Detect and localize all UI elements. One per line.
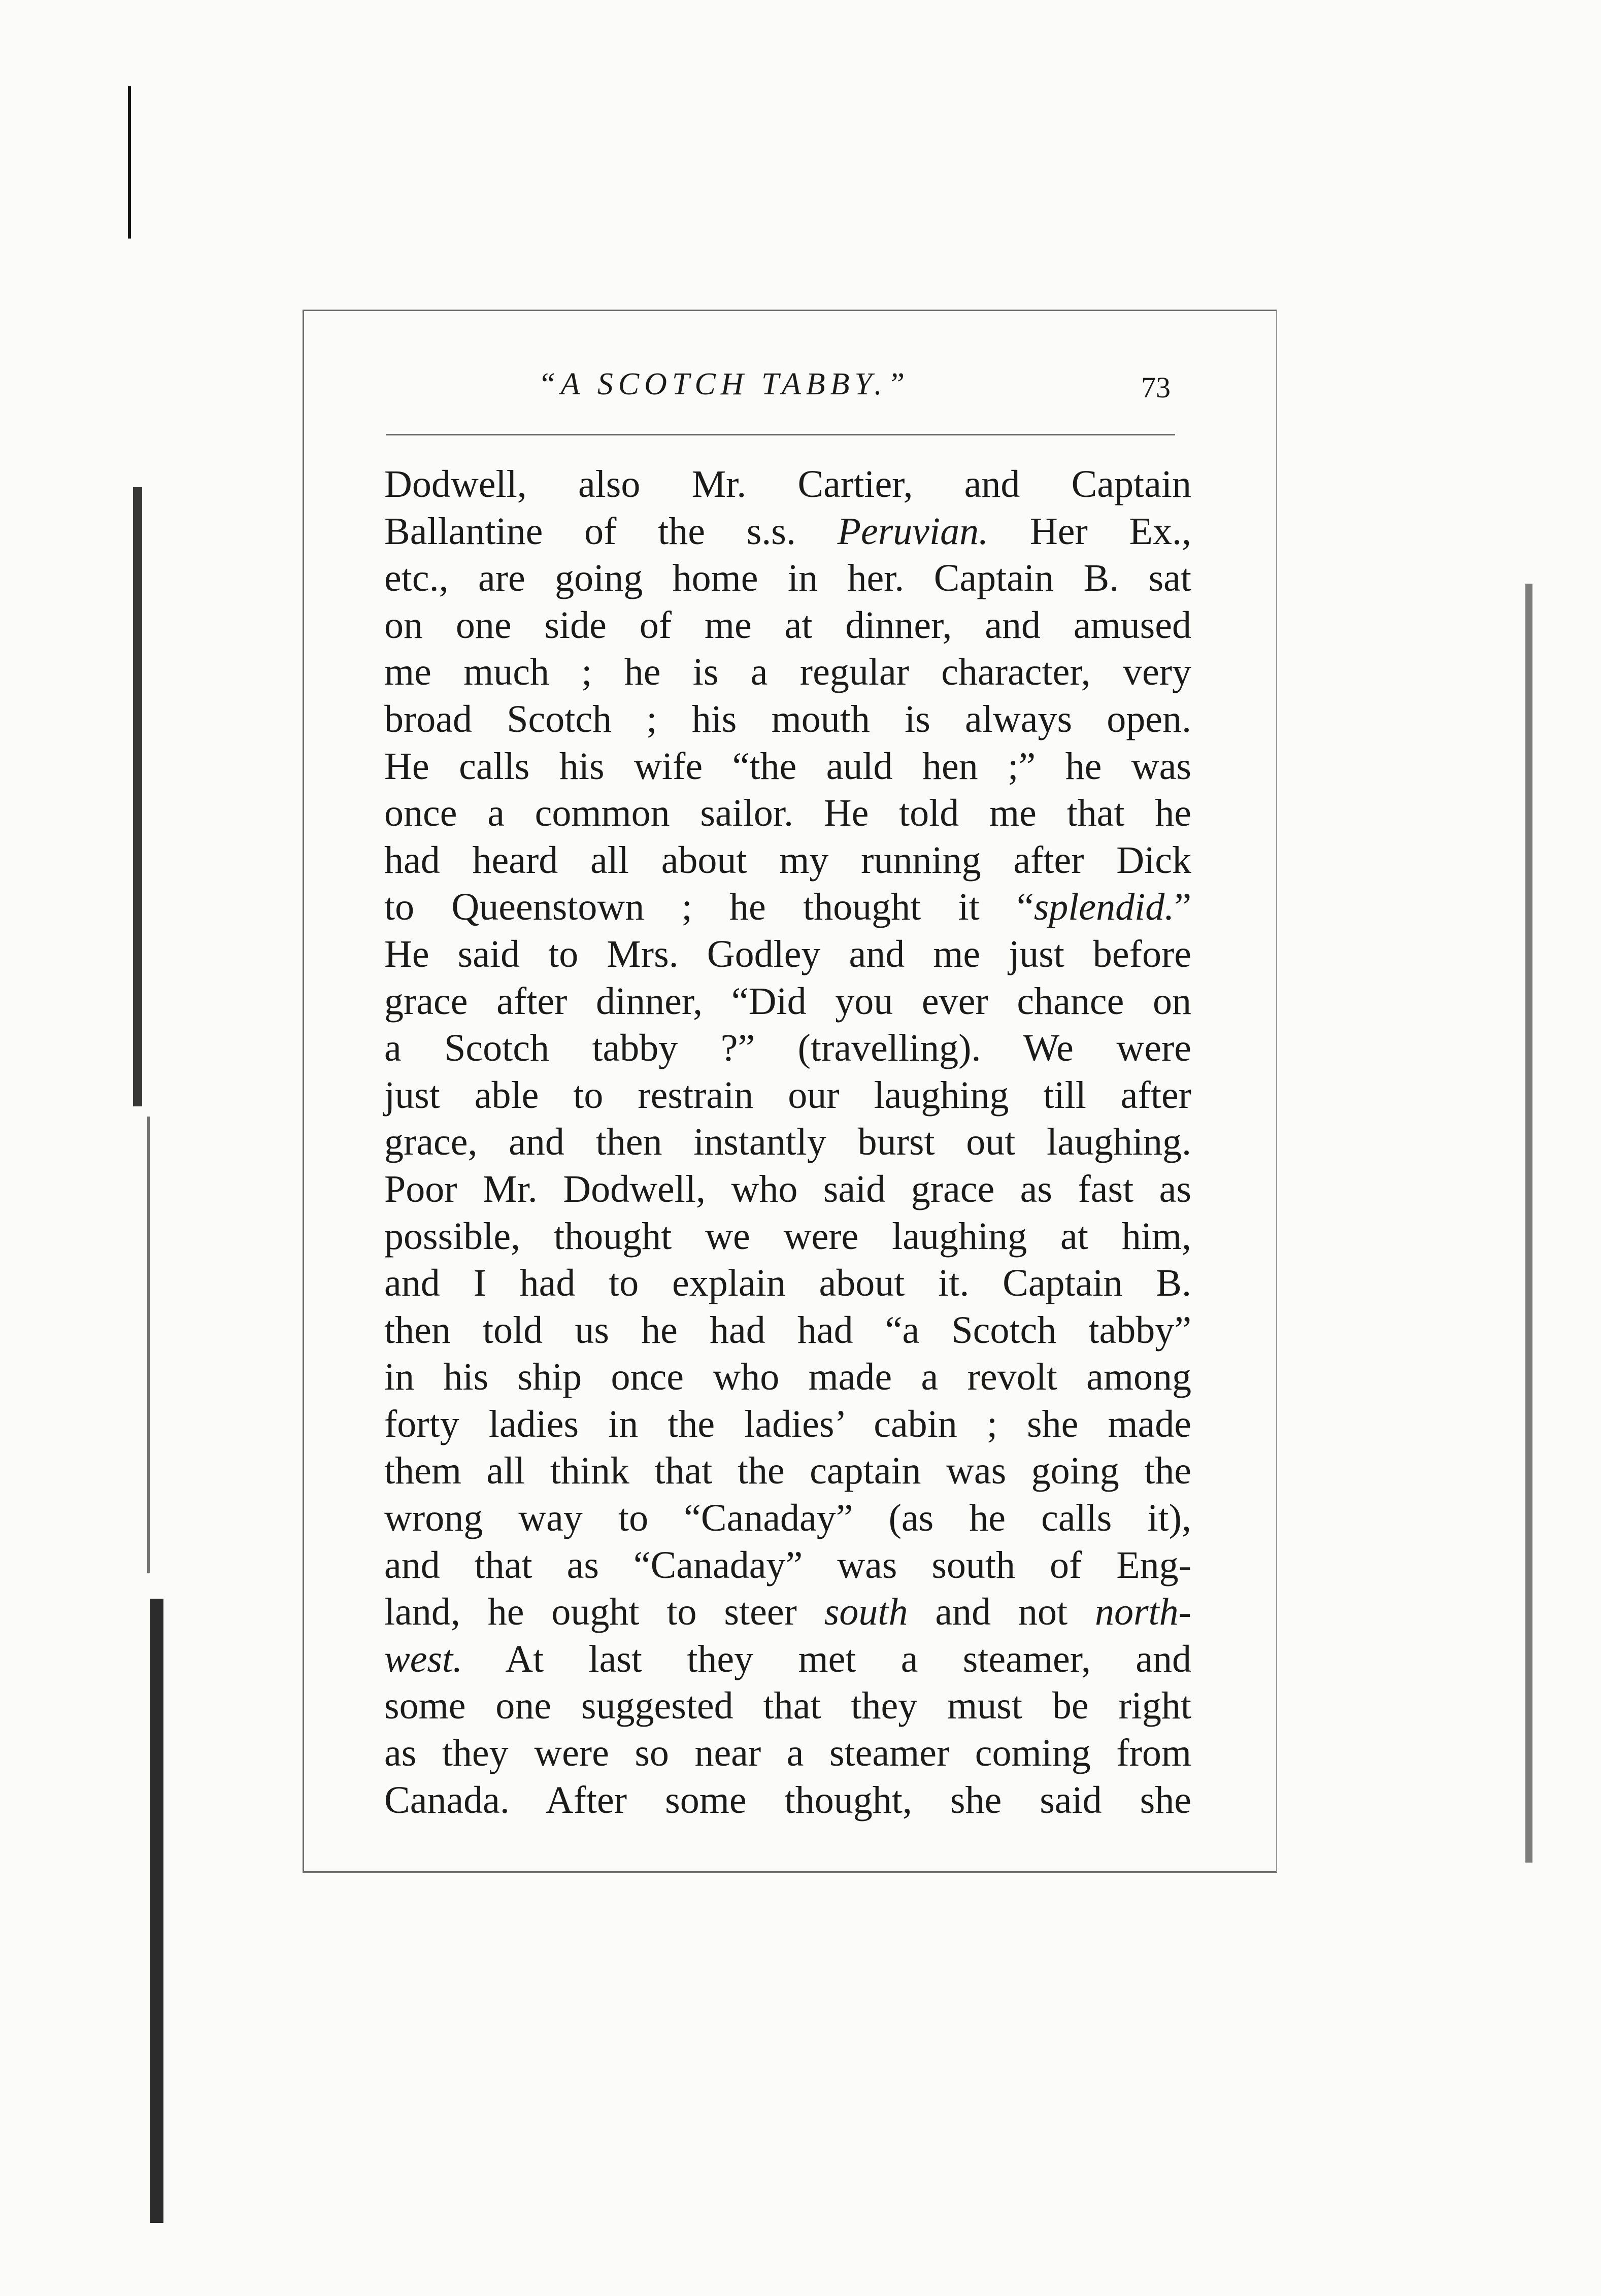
text-line: in his ship once who made a revolt among	[384, 1356, 1191, 1399]
text-line: and I had to explain about it. Captain B.	[384, 1262, 1191, 1305]
text-line: wrong way to “Canaday” (as he calls it),	[384, 1497, 1191, 1540]
scan-edge-left-top	[128, 86, 131, 239]
text-line: etc., are going home in her. Captain B. sat	[384, 557, 1191, 600]
text-line: He calls his wife “the auld hen ;” he was	[384, 745, 1191, 788]
text-line: a Scotch tabby ?” (travelling). We were	[384, 1027, 1191, 1070]
text-line: Dodwell, also Mr. Cartier, and Captain	[384, 463, 1191, 505]
emphasis: north-	[1094, 1591, 1191, 1634]
text-line: then told us he had had “a Scotch tabby”	[384, 1308, 1191, 1352]
text-line: and that as “Canaday” was south of Eng-	[384, 1543, 1191, 1586]
text-line: as they were so near a steamer coming from	[384, 1732, 1191, 1775]
text-line: Ballantine of the s.s. Peruvian. Her Ex.,	[384, 510, 1191, 553]
text-line: forty ladies in the ladies’ cabin ; she made	[384, 1402, 1191, 1445]
scan-edge-left-low	[147, 1117, 150, 1573]
text-line: on one side of me at dinner, and amused	[384, 603, 1191, 647]
text-line: broad Scotch ; his mouth is always open.	[384, 697, 1191, 740]
emphasis: west.	[384, 1637, 463, 1680]
emphasis: splendid.	[1033, 886, 1175, 929]
text-line: Canada. After some thought, she said she	[384, 1778, 1191, 1821]
text-line: grace after dinner, “Did you ever chance on	[384, 980, 1191, 1023]
text-line: west. At last they met a steamer, and	[384, 1637, 1191, 1680]
text-line: Poor Mr. Dodwell, who said grace as fast as	[384, 1167, 1191, 1210]
text-line: land, he ought to steer south and not north-	[384, 1591, 1191, 1634]
emphasis: south	[824, 1591, 908, 1634]
text-line: had heard all about my running after Dick	[384, 838, 1191, 882]
text-line: to Queenstown ; he thought it “splendid.”	[384, 886, 1191, 929]
text-line: He said to Mrs. Godley and me just before	[384, 932, 1191, 975]
page-number: 73	[1141, 371, 1171, 404]
text-line: them all think that the captain was going the	[384, 1449, 1191, 1493]
text-line: some one suggested that they must be right	[384, 1684, 1191, 1728]
scan-edge-left-bottom	[150, 1599, 163, 2223]
scan-edge-right	[1525, 584, 1532, 1863]
text-line: once a common sailor. He told me that he	[384, 792, 1191, 835]
body-text	[384, 461, 1191, 1824]
text-line: grace, and then instantly burst out laughing.	[384, 1121, 1191, 1164]
text-line: just able to restrain our laughing till after	[384, 1073, 1191, 1117]
scan-edge-left-mid	[133, 487, 142, 1106]
text-line: me much ; he is a regular character, very	[384, 651, 1191, 694]
running-head: “A SCOTCH TABBY.”	[538, 367, 910, 401]
ship-name: Peruvian.	[837, 510, 989, 553]
text-line: possible, thought we were laughing at him,	[384, 1214, 1191, 1258]
head-rule	[386, 434, 1175, 435]
